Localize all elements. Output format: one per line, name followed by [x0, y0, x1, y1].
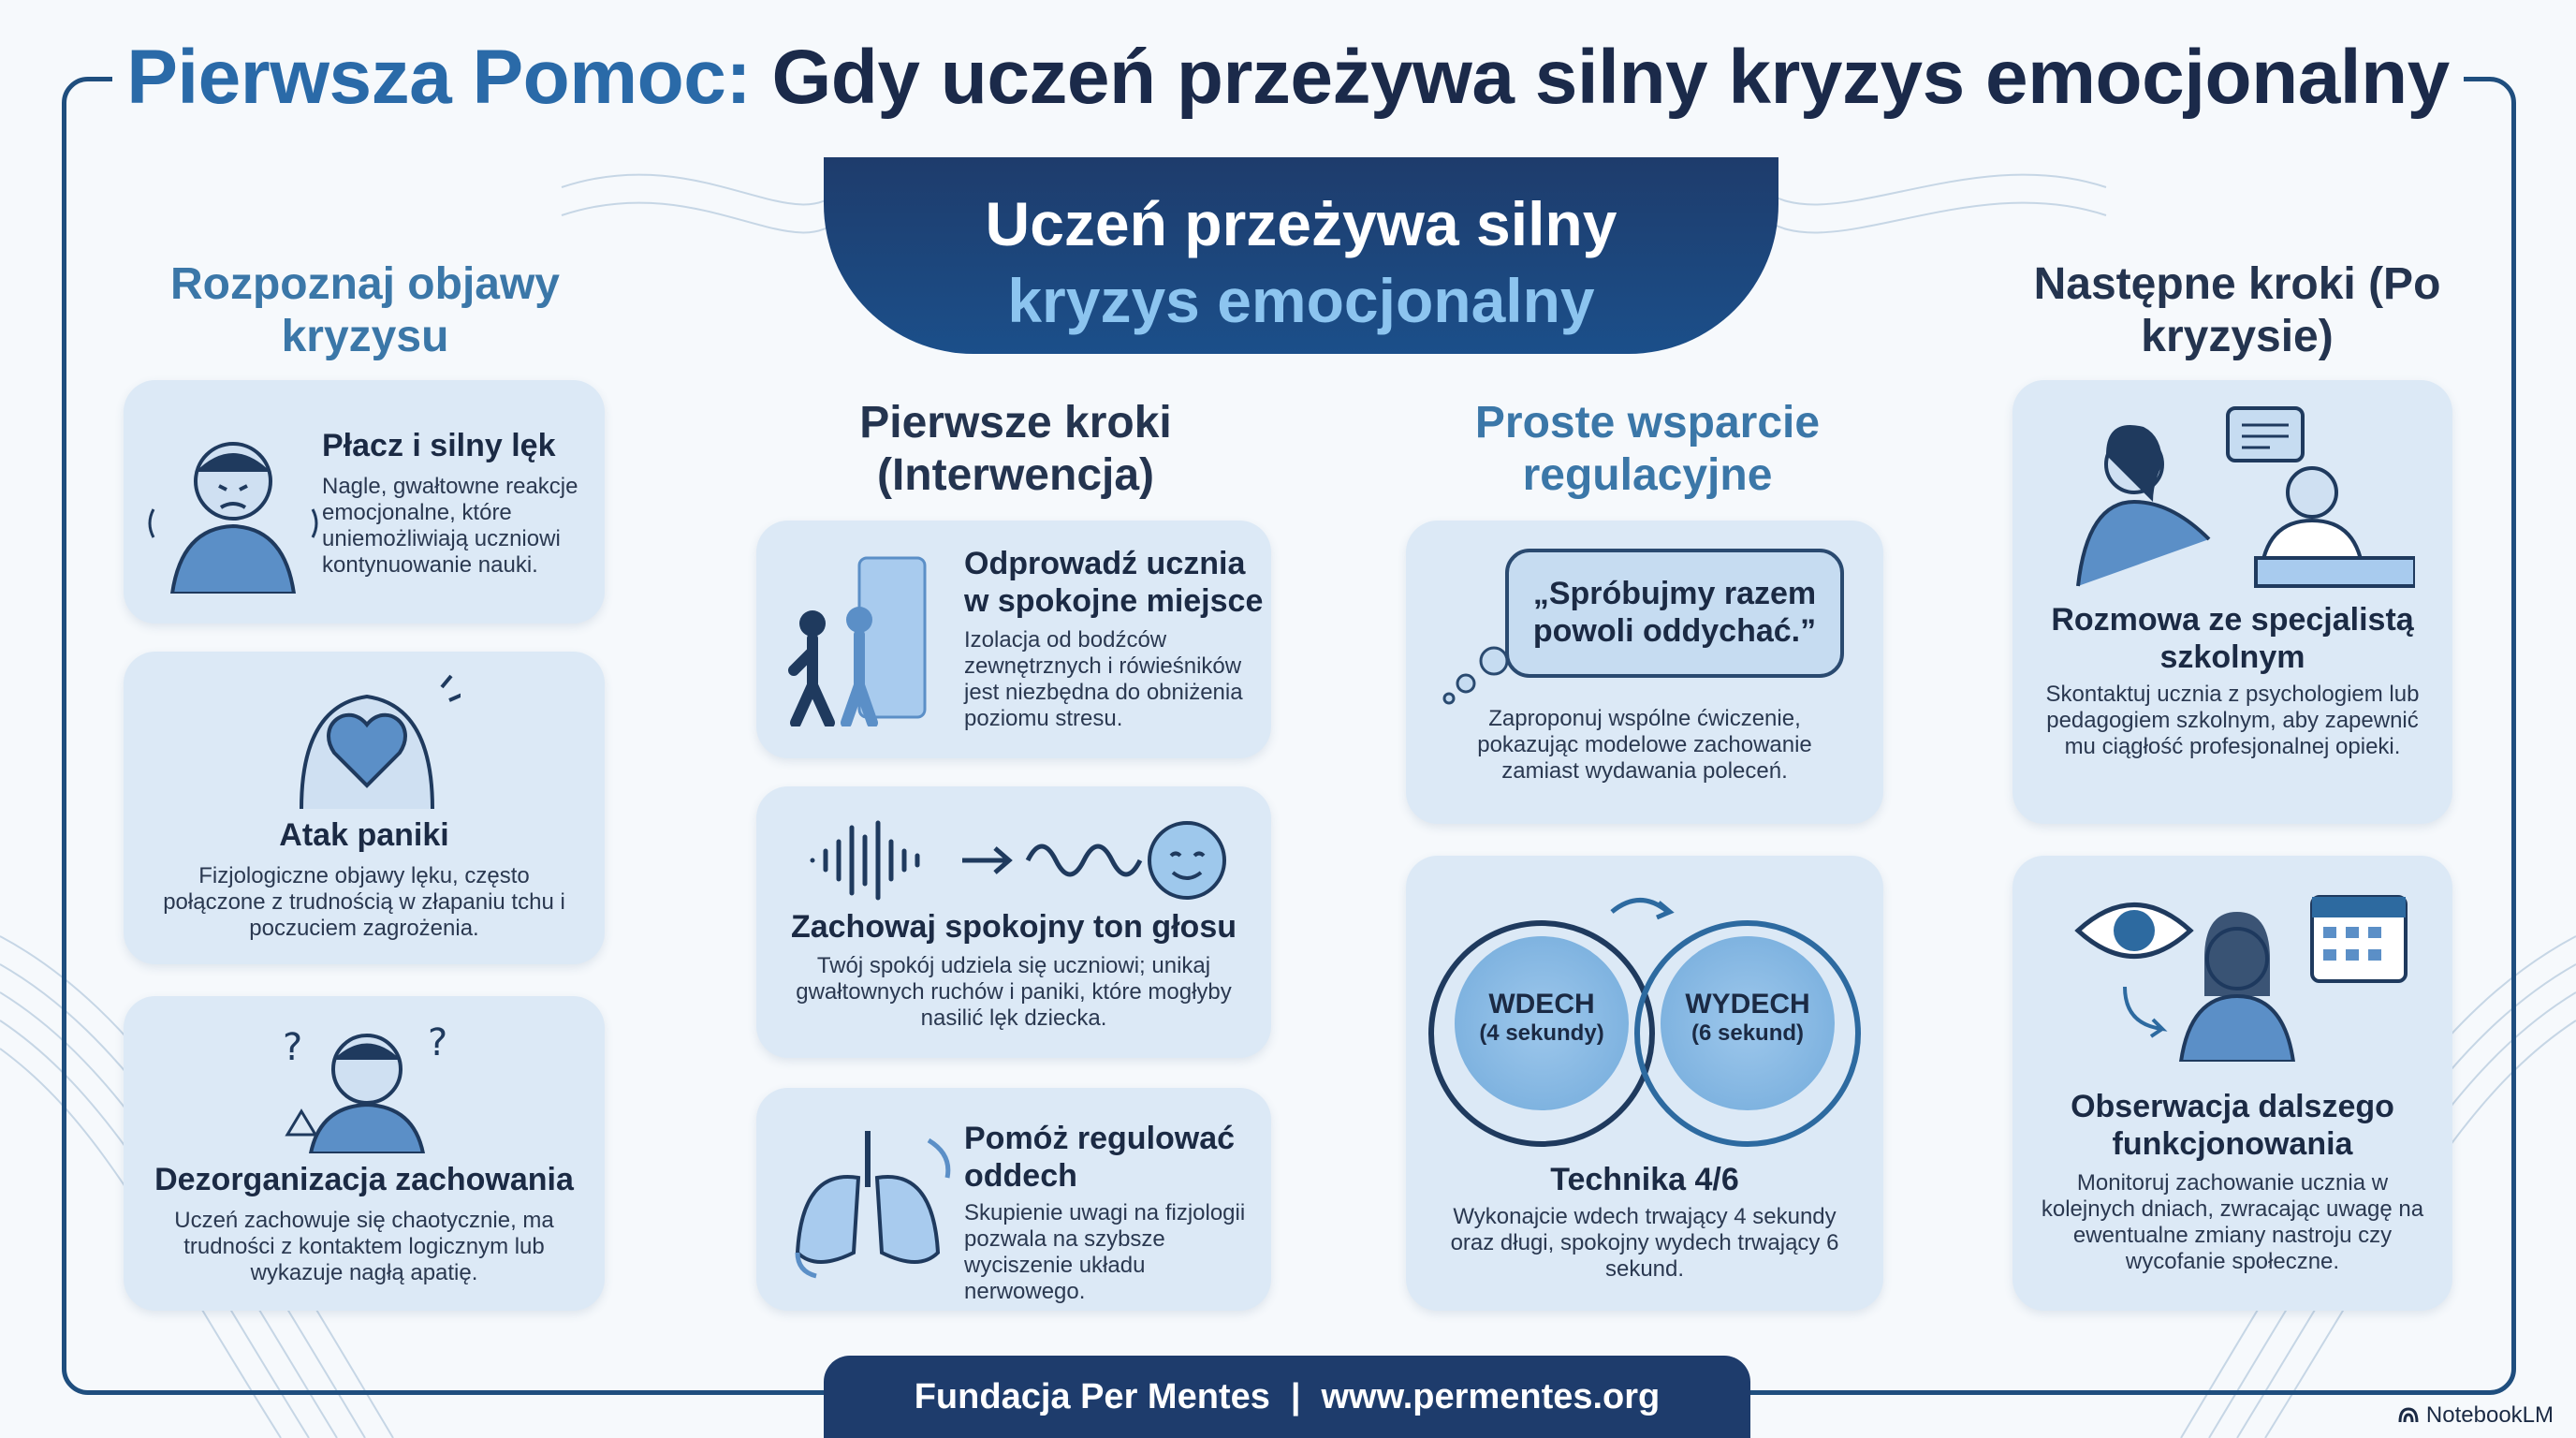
watermark — [2398, 1402, 2554, 1429]
speech-bubble: „Spróbujmy razem powoli oddychać.” — [1505, 549, 1844, 678]
walking-to-door-icon — [784, 549, 934, 726]
step-text: Twój spokój udziela się uczniowi; unikaj gwałtownych ruchów i paniki, które mogłyby nasilić lęk dziecka. — [796, 953, 1232, 1031]
center-banner — [824, 157, 1778, 354]
next-title: Obserwacja dalszego funkcjonowania — [2071, 1089, 2394, 1162]
page-title — [126, 34, 2450, 122]
step-text: Skupienie uwagi na fizjologii pozwala na szybsze wyciszenie układu nerwowego. — [964, 1200, 1246, 1304]
recognize-title: Rozpoznaj objawy kryzysu — [169, 259, 560, 361]
title-part-1: Pierwsza Pomoc: — [126, 35, 752, 120]
next-title: Rozmowa ze specjalistą szkolnym — [2051, 602, 2414, 675]
banner-line-1: Uczeń przeżywa silny — [985, 189, 1617, 258]
header — [112, 26, 2464, 129]
support-card-breathe-together — [1406, 521, 1883, 824]
next-card-observation — [2012, 856, 2452, 1311]
symptom-text: Fizjologiczne objawy lęku, często połączone z trudnością w złapaniu tchu i poczuciem zagrożenia. — [163, 863, 565, 941]
title-part-2: Gdy uczeń przeżywa silny kryzys emocjonalny — [771, 35, 2450, 120]
symptom-title: Atak paniki — [279, 817, 449, 853]
inhale-label: WDECH — [1488, 989, 1595, 1020]
confused-student-icon — [273, 1013, 461, 1153]
observation-icon — [2069, 884, 2415, 1062]
exhale-circle — [1661, 936, 1835, 1110]
symptom-card-disorganization — [124, 996, 605, 1311]
support-text: Zaproponuj wspólne ćwiczenie, pokazując modelowe zachowanie zamiast wydawania poleceń. — [1477, 706, 1812, 784]
step-card-quiet-place — [756, 521, 1271, 758]
symptom-title: Dezorganizacja zachowania — [154, 1162, 574, 1197]
next-text: Monitoruj zachowanie ucznia w kolejnych dniach, zwracając uwagę na ewentualne zmiany nastroju czy wycofanie społeczne. — [2041, 1170, 2424, 1274]
technique-card — [1406, 856, 1883, 1311]
step-title: Zachowaj spokojny ton głosu — [790, 909, 1237, 945]
exhale-duration: (6 sekund) — [1690, 1020, 1805, 1046]
inhale-duration: (4 sekundy) — [1479, 1020, 1604, 1046]
inhale-circle — [1455, 936, 1629, 1110]
chest-pain-icon — [273, 668, 461, 809]
symptom-text: Uczeń zachowuje się chaotycznie, ma trudności z kontaktem logicznym lub wykazuje nagłą apatię. — [174, 1208, 554, 1285]
specialist-conversation-icon — [2069, 399, 2415, 595]
watermark-text: NotebookLM — [2425, 1402, 2554, 1428]
step-title: Odprowadź ucznia w spokojne miejsce — [964, 546, 1264, 619]
lungs-icon — [779, 1112, 957, 1290]
step-text: Izolacja od bodźców zewnętrznych i rówieśników jest niezbędna do obniżenia poziomu stresu. — [964, 627, 1243, 731]
symptom-title: Płacz i silny lęk — [322, 428, 556, 463]
technique-text: Wykonajcie wdech trwający 4 sekundy oraz długi, spokojny wydech trwający 6 sekund. — [1450, 1204, 1839, 1282]
first-steps-title: Pierwsze kroki (Interwencja) — [859, 398, 1172, 500]
crying-student-icon — [144, 416, 322, 594]
next-card-specialist — [2012, 380, 2452, 824]
footer — [824, 1356, 1750, 1438]
symptom-text: Nagle, gwałtowne reakcje emocjonalne, które uniemożliwiają uczniowi kontynuowanie nauki. — [322, 474, 578, 578]
step-title: Pomóż regulować oddech — [964, 1121, 1236, 1194]
technique-title: Technika 4/6 — [1550, 1162, 1739, 1197]
calm-voice-icon — [803, 809, 1234, 912]
next-steps-title: Następne kroki (Po kryzysie) — [2033, 259, 2441, 361]
notebooklm-logo-icon — [2398, 1407, 2419, 1424]
svg-text:?: ? — [428, 1021, 448, 1064]
svg-text:?: ? — [283, 1026, 303, 1069]
footer-org: Fundacja Per Mentes — [914, 1376, 1270, 1416]
banner-line-2: kryzys emocjonalny — [1007, 266, 1595, 335]
next-text: Skontaktuj ucznia z psychologiem lub pedagogiem szkolnym, aby zapewnić mu ciągłość profesjonalnej opieki. — [2045, 682, 2420, 759]
step-card-calm-voice — [756, 786, 1271, 1058]
thought-dots-icon — [1440, 642, 1515, 708]
support-title: Proste wsparcie regulacyjne — [1474, 398, 1821, 500]
footer-url[interactable]: www.permentes.org — [1321, 1376, 1661, 1416]
footer-separator: | — [1290, 1376, 1301, 1416]
symptom-card-panic — [124, 652, 605, 964]
step-card-breathing — [756, 1088, 1271, 1311]
symptom-card-crying — [124, 380, 605, 624]
exhale-label: WYDECH — [1685, 989, 1810, 1020]
